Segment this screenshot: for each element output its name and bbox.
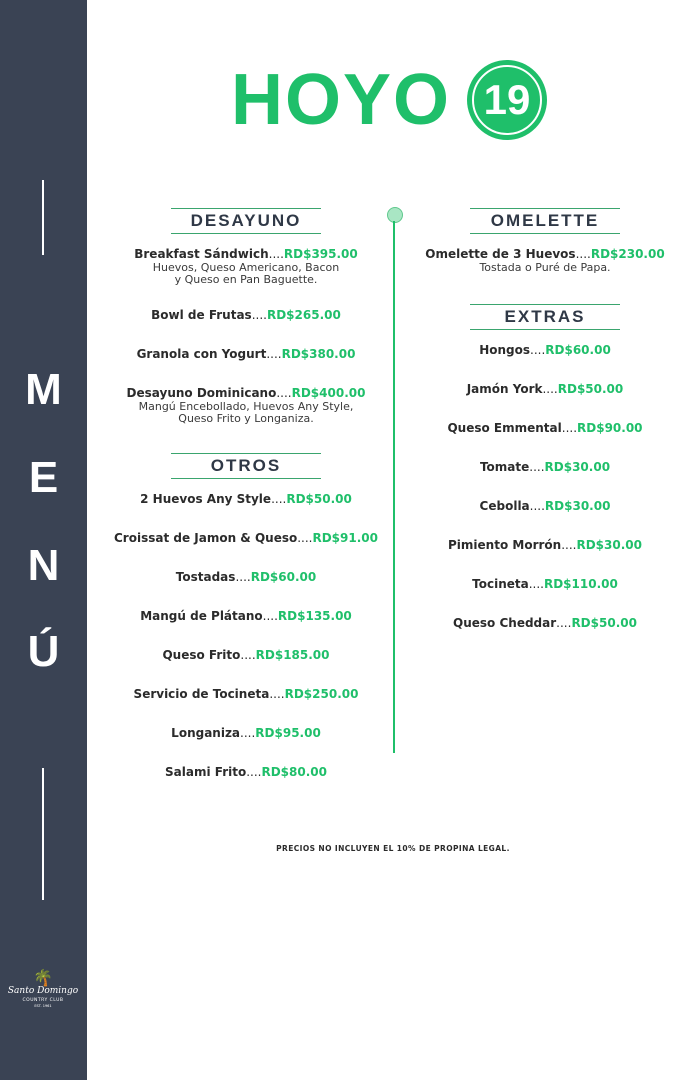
menu-item: Queso Emmental....RD$90.00: [447, 421, 643, 435]
sidebar-top-line: [42, 180, 44, 255]
menu-item: Queso Cheddar....RD$50.00: [453, 616, 637, 630]
logo-club-text: COUNTRY CLUB: [22, 998, 64, 1003]
menu-item: Bowl de Frutas....RD$265.00: [151, 308, 341, 322]
section-title-otros: OTROS: [171, 453, 321, 479]
palm-tree-icon: 🌴: [33, 968, 53, 987]
menu-letter-n: N: [27, 541, 60, 590]
sidebar: [0, 0, 87, 1080]
menu-item: Servicio de Tocineta....RD$250.00: [133, 687, 359, 701]
menu-letter-m: M: [25, 365, 62, 414]
tip-disclaimer: PRECIOS NO INCLUYEN EL 10% DE PROPINA LEGAL.: [276, 844, 510, 853]
section-title-desayuno: DESAYUNO: [171, 208, 321, 234]
menu-item: Tocineta....RD$110.00: [472, 577, 618, 591]
menu-item: Tostadas....RD$60.00: [175, 570, 317, 584]
menu-item: Longaniza....RD$95.00: [171, 726, 321, 740]
column-divider: [393, 221, 395, 753]
menu-item: Salami Frito....RD$80.00: [165, 765, 327, 779]
menu-item: Croissat de Jamon & Queso....RD$91.00: [113, 531, 378, 545]
menu-item: Cebolla....RD$30.00: [479, 499, 611, 513]
sidebar-bottom-line: [42, 768, 44, 900]
menu-item: 2 Huevos Any Style....RD$50.00: [140, 492, 352, 506]
menu-item: Hongos....RD$60.00: [479, 343, 611, 357]
brand-title: [231, 60, 547, 140]
menu-item: Mangú de Plátano....RD$135.00: [140, 609, 352, 623]
menu-item: Queso Frito....RD$185.00: [162, 648, 330, 662]
menu-item: Omelette de 3 Huevos....RD$230.00 Tostada o Puré de Papa.: [425, 247, 665, 274]
menu-item: Breakfast Sándwich....RD$395.00 Huevos, Queso Americano, Bacon y Queso en Pan Baguette.: [134, 247, 358, 286]
menu-letter-e: E: [28, 453, 59, 502]
right-column: [410, 200, 680, 631]
menu-item: Tomate....RD$30.00: [479, 460, 611, 474]
logo-script-text: Santo Domingo: [7, 986, 79, 996]
menu-letter-u: Ú: [27, 627, 60, 676]
menu-item: Granola con Yogurt....RD$380.00: [136, 347, 356, 361]
club-logo: [6, 970, 80, 1009]
logo-est-text: EST. 1961: [34, 1004, 52, 1008]
section-title-omelette: OMELETTE: [470, 208, 620, 234]
menu-item: Desayuno Dominicano....RD$400.00 Mangú Encebollado, Huevos Any Style, Queso Frito y Longaniza.: [126, 386, 366, 425]
menu-item: Pimiento Morrón....RD$30.00: [448, 538, 642, 552]
brand-name: HOYO: [231, 60, 452, 140]
divider-golf-ball-icon: [387, 207, 403, 223]
section-title-extras: EXTRAS: [470, 304, 620, 330]
menu-item: Jamón York....RD$50.00: [466, 382, 624, 396]
left-column: [107, 200, 385, 780]
brand-number: 19: [483, 76, 531, 123]
brand-number-badge: [467, 60, 547, 140]
